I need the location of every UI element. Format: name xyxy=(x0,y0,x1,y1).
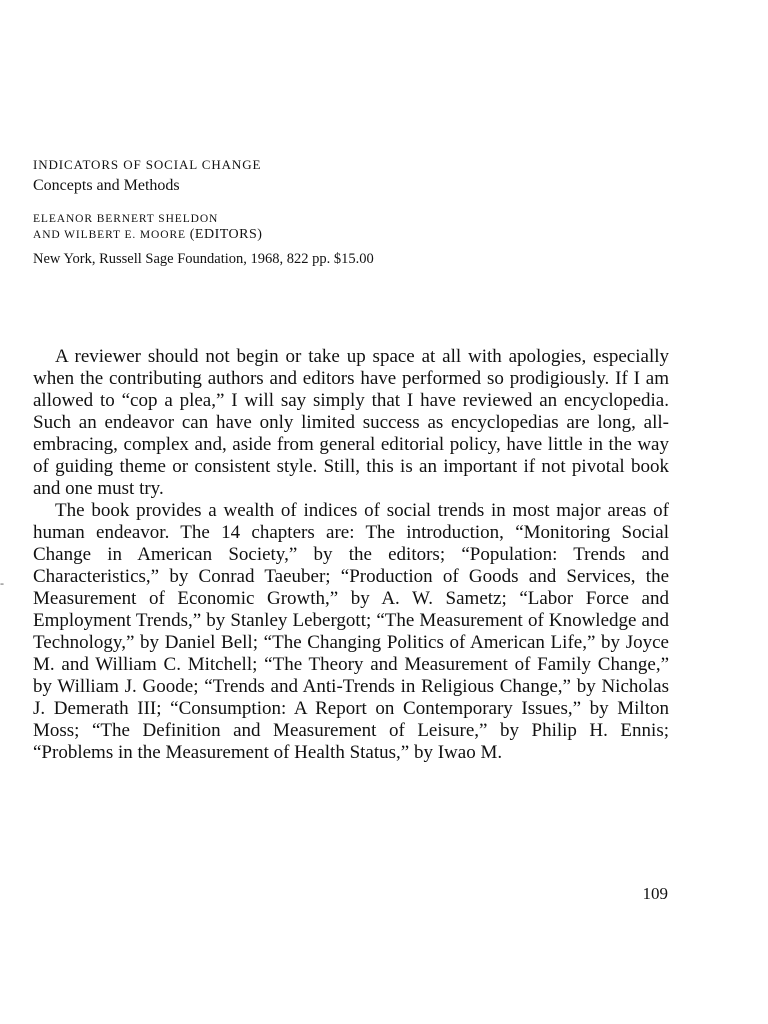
editors-line-2-prefix: AND WILBERT E. MOORE xyxy=(33,229,190,241)
editors-line-1: ELEANOR BERNERT SHELDON xyxy=(33,213,219,225)
paragraph-2: The book provides a wealth of indices of social trends in most major areas of human endeavor. The 14 chapters are: The introduction, “Monitoring Social Change in American Society,” by the editors; “Population: Trends and Characteristics,” by Conrad Taeuber; “Production of Goods and Services, the Measurement of Economic Growth,” by A. W. Sametz; “Labor Force and Employment Trends,” by Stanley Lebergott; “The Measurement of Knowledge and Technology,” by Daniel Bell; “The Changing Politics of American Life,” by Joyce M. and William C. Mitchell; “The Theory and Measurement of Family Change,” by William J. Goode; “Trends and Anti-Trends in Religious Change,” by Nicholas J. Demerath III; “Consumption: A Report on Contemporary Issues,” by Milton Moss; “The Definition and Measurement of Leisure,” by Philip H. Ennis; “Problems in the Measurement of Health Status,” by Iwao M. xyxy=(33,500,669,763)
publication-info: New York, Russell Sage Foundation, 1968, 822 pp. $15.00 xyxy=(33,251,374,267)
page-number: 109 xyxy=(642,884,668,903)
editors-label: (EDITORS) xyxy=(189,227,263,242)
book-title: INDICATORS OF SOCIAL CHANGE xyxy=(33,157,262,172)
review-body xyxy=(33,346,669,764)
editors-block xyxy=(33,211,713,243)
book-subtitle: Concepts and Methods xyxy=(33,177,180,194)
paragraph-1: A reviewer should not begin or take up space at all with apologies, especially when the contributing authors and editors have performed so prodigiously. If I am allowed to “cop a plea,” I will say simply that I have reviewed an encyclopedia. Such an endeavor can have only limited success as encyclopedias are long, all-embracing, complex and, aside from general editorial policy, have little in the way of guiding theme or consistent style. Still, this is an important if not pivotal book and one must try. xyxy=(33,346,669,499)
editors-line-2 xyxy=(33,227,713,243)
review-header xyxy=(33,156,713,269)
margin-mark: - xyxy=(0,576,4,590)
